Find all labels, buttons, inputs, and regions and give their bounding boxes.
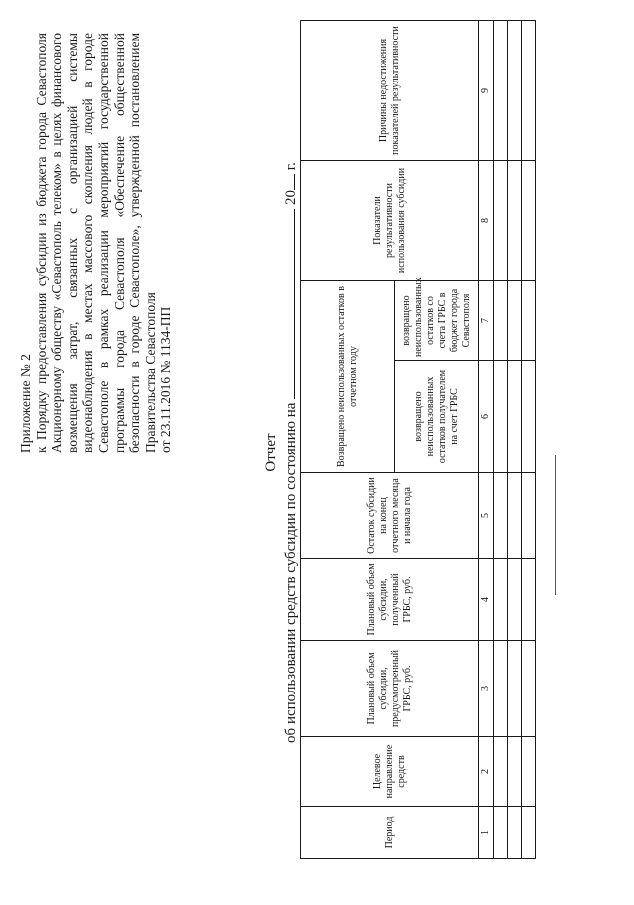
table-cell xyxy=(494,161,508,281)
column-number: 9 xyxy=(479,21,494,161)
appendix-body: к Порядку предоставления субсидии из бюджета города Севастополя Акционерному обществу «Севастополь телеком» в целях финансового возмещения затрат, связанных с организацией системы видеонаблюдения в местах массового скопления людей в городе Севастополе в рамках реализации мероприятий государственной программы города Севастополя «Обеспечение общественной безопасности в городе Севастополе», утвержденной постановлением Правительства Севастополя xyxy=(33,33,158,453)
table-cell xyxy=(508,361,522,473)
column-number: 2 xyxy=(479,737,494,807)
column-number: 3 xyxy=(479,641,494,737)
table-cell xyxy=(494,737,508,807)
report-table xyxy=(300,20,536,859)
table-cell xyxy=(508,473,522,559)
table-cell xyxy=(508,559,522,641)
table-cell xyxy=(494,473,508,559)
table-cell xyxy=(508,161,522,281)
table-cell xyxy=(522,161,536,281)
table-cell xyxy=(494,281,508,361)
signature-line xyxy=(555,455,556,595)
table-cell xyxy=(508,807,522,859)
table-cell xyxy=(494,807,508,859)
column-number-row xyxy=(479,21,494,859)
column-number: 8 xyxy=(479,161,494,281)
appendix-title: Приложение № 2 xyxy=(18,354,33,453)
table-cell xyxy=(494,21,508,161)
header-returned-group: Возвращено неиспользованных остатков в отчетном году xyxy=(301,281,395,473)
table-cell xyxy=(522,559,536,641)
column-number: 4 xyxy=(479,559,494,641)
table-cell xyxy=(522,21,536,161)
table-cell xyxy=(522,473,536,559)
table-cell xyxy=(508,737,522,807)
appendix-date: от 23.11.2016 № 1134-ПП xyxy=(158,306,174,453)
date-blank-line xyxy=(280,209,295,399)
header-returned-to-grbs: возвращено неиспользованных остатков получателем на счет ГРБС xyxy=(395,361,479,473)
table-row xyxy=(494,21,508,859)
table-cell xyxy=(522,807,536,859)
table-cell xyxy=(494,641,508,737)
column-number: 7 xyxy=(479,281,494,361)
header-returned-to-budget: возвращено неиспользованных остатков со счета ГРБС в бюджет города Севастополя xyxy=(395,281,479,361)
table-cell xyxy=(522,281,536,361)
column-number: 5 xyxy=(479,473,494,559)
table-cell xyxy=(522,361,536,473)
table-row xyxy=(508,21,522,859)
table-row xyxy=(522,21,536,859)
table-cell xyxy=(494,361,508,473)
report-year-prefix: 20 xyxy=(283,190,299,206)
header-row-1 xyxy=(301,21,395,859)
year-blank-line xyxy=(280,174,295,190)
table-cell xyxy=(522,641,536,737)
header-indicators: Показатели результативности использования субсидии xyxy=(301,161,479,281)
header-planned-grbs: Плановый объем субсидии, предусмотренный ГРБС, руб. xyxy=(301,641,479,737)
column-number: 1 xyxy=(479,807,494,859)
header-reasons: Причины недостижения показателей результативности xyxy=(301,21,479,161)
header-planned-received: Плановый объем субсидии, полученный ГРБС, руб. xyxy=(301,559,479,641)
header-target: Целевое направление средств xyxy=(301,737,479,807)
table-cell xyxy=(508,641,522,737)
table-cell xyxy=(494,559,508,641)
table-cell xyxy=(508,281,522,361)
report-title: Отчет xyxy=(263,433,279,472)
column-number: 6 xyxy=(479,361,494,473)
header-period: Период xyxy=(301,807,479,859)
table-cell xyxy=(522,737,536,807)
report-subtitle-prefix: об использовании средств субсидии по состоянию на xyxy=(283,402,299,743)
report-year-suffix: г. xyxy=(283,162,299,171)
table-cell xyxy=(508,21,522,161)
report-subtitle xyxy=(280,0,300,905)
header-balance: Остаток субсидии на конец отчетного месяца и начала года xyxy=(301,473,479,559)
appendix-block xyxy=(18,33,174,453)
